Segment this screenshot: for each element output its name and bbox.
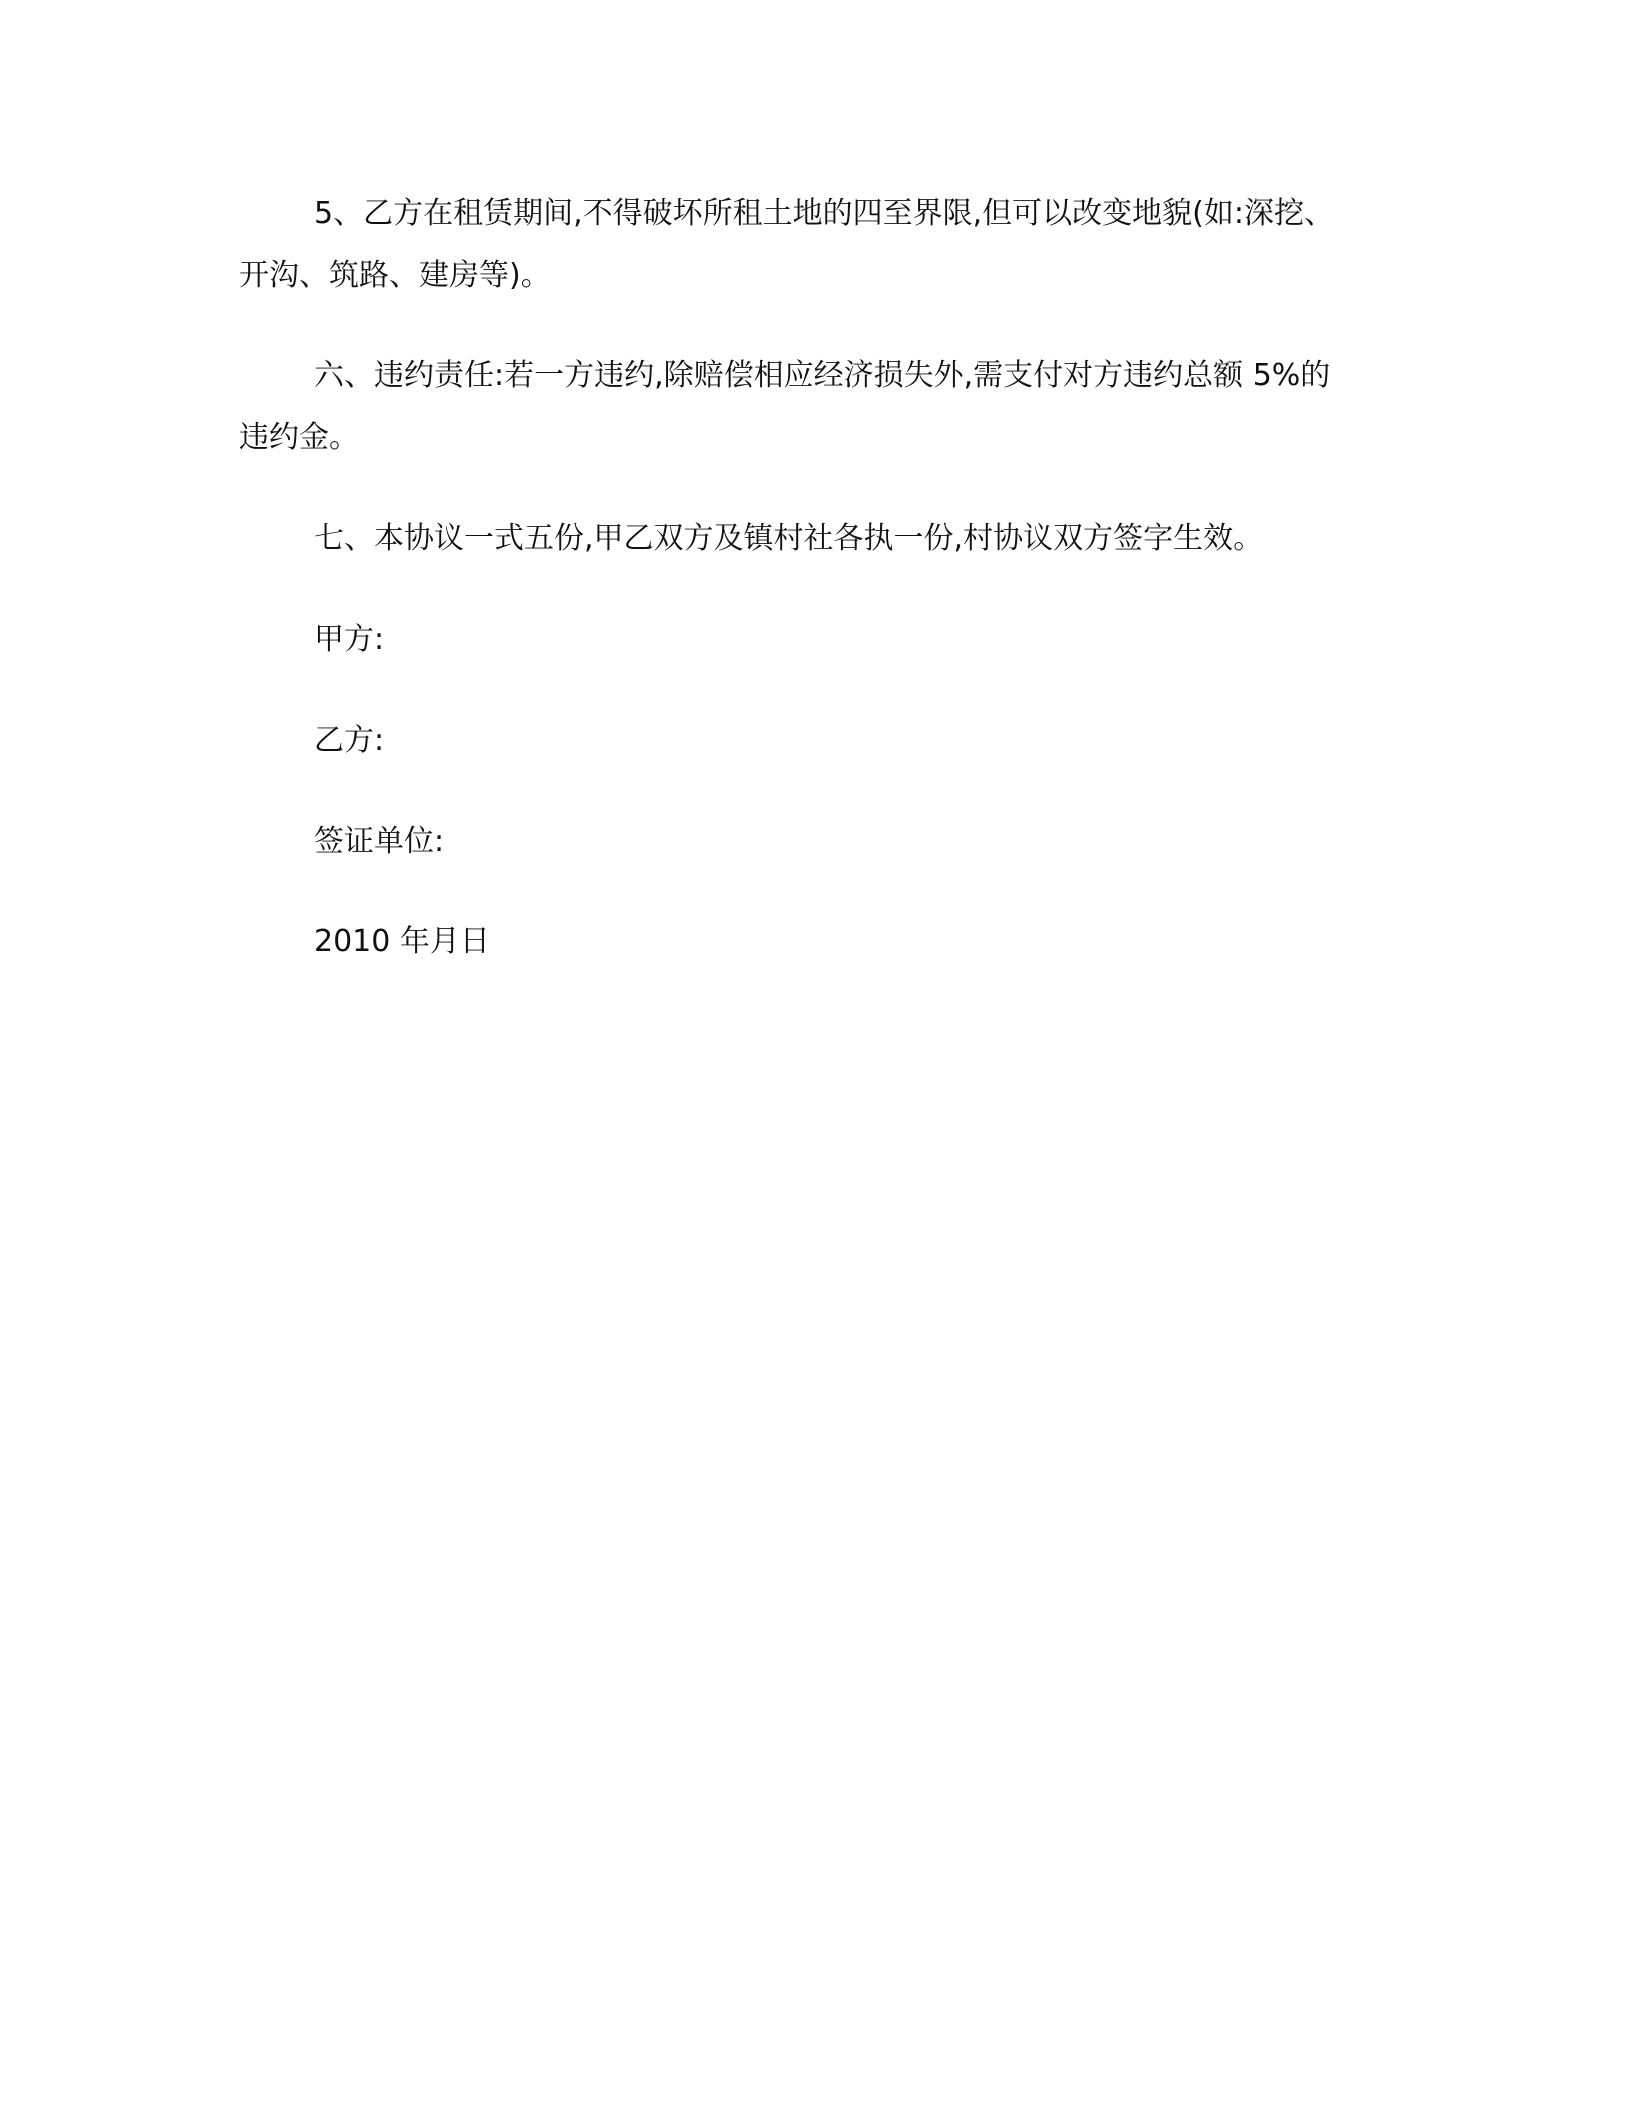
breach-liability-paragraph: 六、违约责任:若一方违约,除赔偿相应经济损失外,需支付对方违约总额 5%的违约金。	[239, 358, 1331, 455]
signing-date: 2010 年月日	[314, 924, 490, 959]
witness-unit-label: 签证单位:	[314, 824, 445, 859]
party-b-signature-label: 乙方:	[314, 723, 385, 758]
clause-5-paragraph: 5、乙方在租赁期间,不得破坏所租土地的四至界限,但可以改变地貌(如:深挖、开沟、筑路、建房等)。	[239, 196, 1334, 293]
party-a-signature-label: 甲方:	[314, 622, 385, 657]
copies-effectiveness-paragraph: 七、本协议一式五份,甲乙双方及镇村社各执一份,村协议双方签字生效。	[314, 521, 1264, 556]
